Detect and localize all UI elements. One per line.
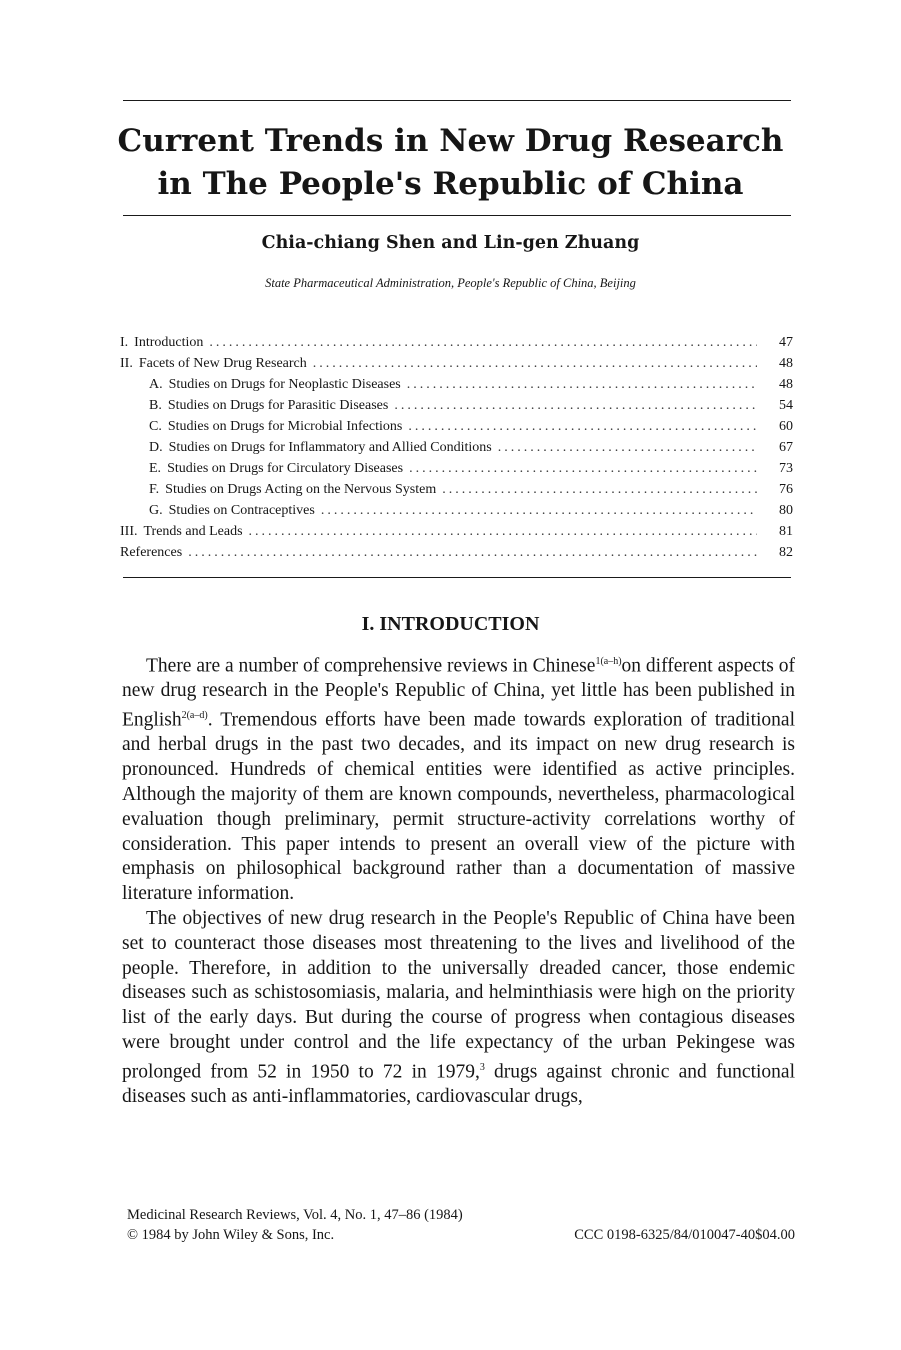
toc-entry-page: 81 bbox=[779, 524, 793, 539]
toc-entry-number: C. bbox=[149, 419, 162, 434]
footer bbox=[127, 1205, 795, 1245]
toc-dot-leader bbox=[249, 521, 757, 542]
toc-entry-label: Studies on Drugs for Parasitic Diseases bbox=[167, 398, 389, 413]
toc-entry-number: E. bbox=[149, 461, 162, 476]
paper-title-line-2: in The People's Republic of China bbox=[157, 166, 744, 202]
toc-dot-leader bbox=[313, 353, 757, 374]
paragraph-2: The objectives of new drug research in the People's Republic of China have been set to counteract those diseases most threatening to the lives and livelihood of the people. Therefore, in addition to the universally dreaded cancer, those endemic diseases such as schistosomiasis, malaria, and helminthiasis were high on the priority list of the early days. But during the course of progress when contagious diseases were brought under control and the life expectancy of the urban Pekingese was prolonged from 52 in 1950 to 72 in 1979,$^3$ drugs against chronic and functional diseases such as anti-inflammatories, cardiovascular drugs, bbox=[122, 907, 795, 1108]
toc-entry-number: B. bbox=[149, 398, 162, 413]
toc-dot-leader bbox=[498, 437, 757, 458]
toc-entry bbox=[120, 458, 793, 479]
toc-entry bbox=[120, 542, 793, 563]
toc-entry-page: 48 bbox=[779, 377, 793, 392]
toc-entry-label: Studies on Drugs for Circulatory Diseases bbox=[167, 461, 404, 476]
toc-entry-label: Studies on Drugs for Neoplastic Diseases bbox=[168, 377, 401, 392]
toc-entry bbox=[120, 353, 793, 374]
footer-copyright: © 1984 by John Wiley & Sons, Inc. bbox=[127, 1227, 335, 1243]
table-of-contents bbox=[120, 332, 793, 563]
toc-entry-label: References bbox=[120, 545, 183, 560]
toc-entry-page: 60 bbox=[779, 419, 793, 434]
toc-dot-leader bbox=[407, 374, 757, 395]
toc-entry-page: 48 bbox=[779, 356, 793, 371]
footer-ccc-code: CCC 0198-6325/84/010047-40$04.00 bbox=[574, 1227, 795, 1243]
toc-dot-leader bbox=[209, 332, 757, 353]
toc-entry bbox=[120, 332, 793, 353]
toc-entry bbox=[120, 500, 793, 521]
toc-entry-number: III. bbox=[120, 524, 138, 539]
toc-entry-page: 82 bbox=[779, 545, 793, 560]
section-heading-introduction: I. INTRODUCTION bbox=[361, 613, 540, 635]
toc-dot-leader bbox=[188, 542, 757, 563]
paper-title-line-1: Current Trends in New Drug Research bbox=[117, 123, 784, 159]
toc-entry-number: I. bbox=[120, 335, 129, 350]
toc-entry-number: F. bbox=[149, 482, 160, 497]
toc-entry bbox=[120, 521, 793, 542]
toc-entry-page: 80 bbox=[779, 503, 793, 518]
toc-entry-number: G. bbox=[149, 503, 163, 518]
affiliation: State Pharmaceutical Administration, People's Republic of China, Beijing bbox=[265, 276, 636, 290]
toc-entry-number: D. bbox=[149, 440, 163, 455]
toc-dot-leader bbox=[394, 395, 757, 416]
paragraph-1: There are a number of comprehensive reviews in Chinese$^{1(a-h)}$on different aspects of new drug research in the People's Republic of China, yet little has been published in English$^{2(a-d)}$. Tremendous efforts have been made towards exploration of traditional and herbal drugs in the past two decades, and its impact on new drug research is pronounced. Hundreds of chemical entities were identified as active principles. Although the majority of them are known compounds, nevertheless, pharmacological evaluation though preliminary, permit structure-activity correlations worthy of consideration. This paper intends to present an overall view of the picture with emphasis on philosophical background rather than a documentation of massive literature information. bbox=[122, 655, 796, 905]
toc-entry-label: Trends and Leads bbox=[143, 524, 243, 539]
toc-entry-page: 47 bbox=[779, 335, 793, 350]
toc-dot-leader bbox=[442, 479, 757, 500]
title-bottom-rule bbox=[123, 215, 791, 216]
authors: Chia-chiang Shen and Lin-gen Zhuang bbox=[261, 233, 640, 253]
footer-row bbox=[127, 1225, 795, 1245]
toc-entry-page: 54 bbox=[779, 398, 793, 413]
toc-entry-page: 67 bbox=[779, 440, 793, 455]
toc-entry bbox=[120, 374, 793, 395]
toc-entry bbox=[120, 416, 793, 437]
toc-dot-leader bbox=[409, 458, 757, 479]
toc-dot-leader bbox=[321, 500, 757, 521]
toc-entry-label: Studies on Contraceptives bbox=[168, 503, 315, 518]
toc-entry bbox=[120, 479, 793, 500]
toc-entry-page: 76 bbox=[779, 482, 793, 497]
toc-entry-number: II. bbox=[120, 356, 133, 371]
toc-entry-label: Studies on Drugs for Inflammatory and Allied Conditions bbox=[168, 440, 492, 455]
toc-entry-label: Studies on Drugs Acting on the Nervous System bbox=[165, 482, 437, 497]
toc-entry-label: Studies on Drugs for Microbial Infections bbox=[167, 419, 403, 434]
toc-entry-page: 73 bbox=[779, 461, 793, 476]
toc-entry-label: Facets of New Drug Research bbox=[138, 356, 307, 371]
toc-entry-label: Introduction bbox=[134, 335, 204, 350]
toc-bottom-rule bbox=[123, 577, 791, 578]
body-text bbox=[122, 650, 795, 1110]
toc-dot-leader bbox=[408, 416, 757, 437]
toc-entry-number: A. bbox=[149, 377, 163, 392]
toc-entry bbox=[120, 437, 793, 458]
top-rule bbox=[123, 100, 791, 101]
footer-journal: Medicinal Research Reviews, Vol. 4, No. 1, 47–86 (1984) bbox=[127, 1207, 463, 1223]
toc-entry bbox=[120, 395, 793, 416]
